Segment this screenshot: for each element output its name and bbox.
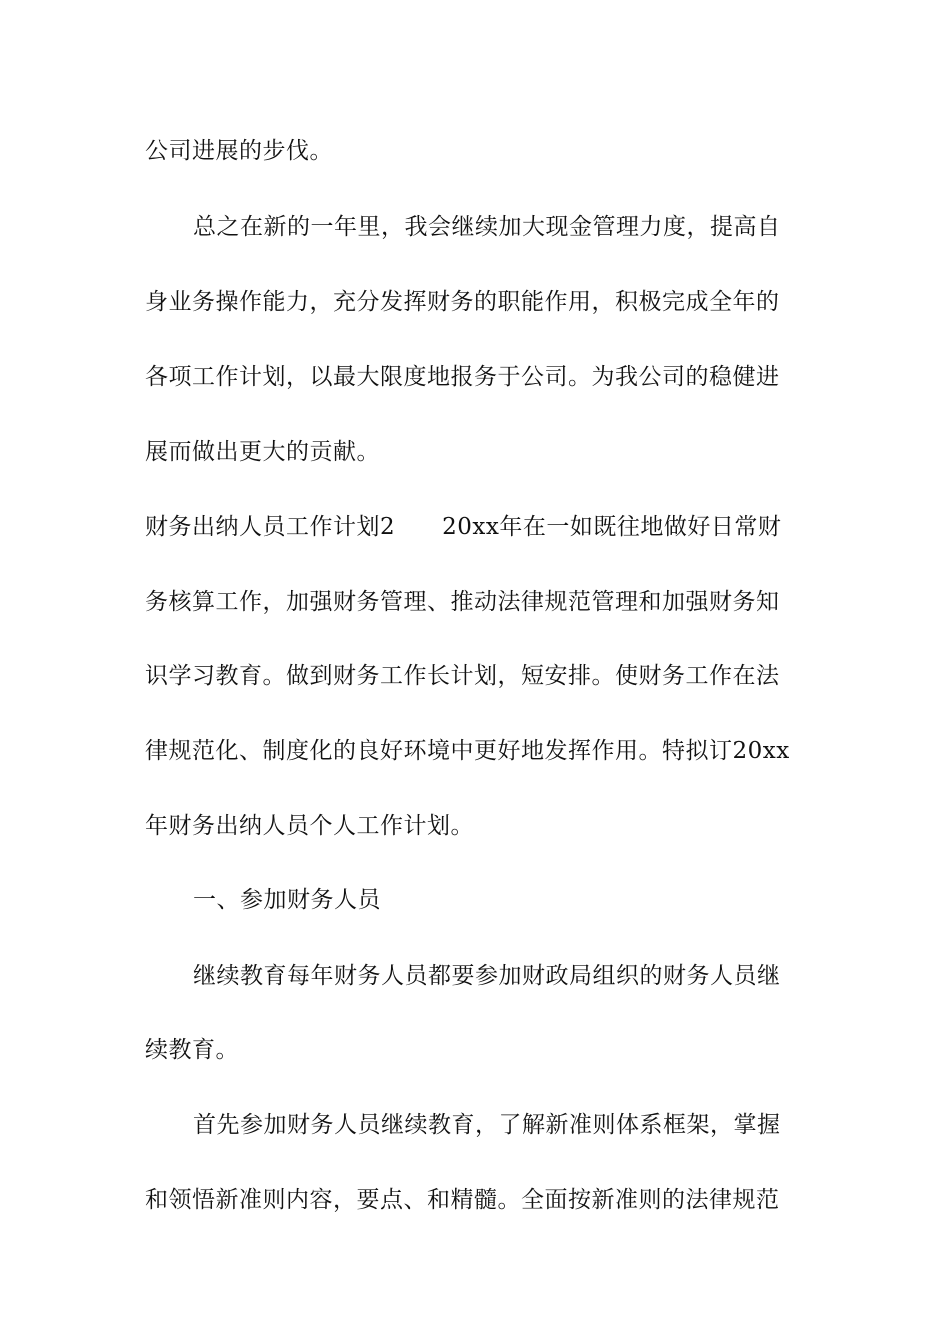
text-line: 识学习教育。做到财务工作长计划，短安排。使财务工作在法 (145, 663, 780, 689)
text-line: 展而做出更大的贡献。 (145, 439, 380, 465)
text-line: 续教育。 (145, 1037, 239, 1063)
text-line: 财务出纳人员工作计划2 20xx年在一如既往地做好日常财 (145, 514, 782, 540)
text-line: 继续教育每年财务人员都要参加财政局组织的财务人员继 (193, 963, 781, 989)
text-line: 总之在新的一年里，我会继续加大现金管理力度，提高自 (193, 214, 781, 240)
text-line: 身业务操作能力，充分发挥财务的职能作用，积极完成全年的 (145, 289, 780, 315)
text-line: 务核算工作，加强财务管理、推动法律规范管理和加强财务知 (145, 589, 780, 615)
text-line: 公司进展的步伐。 (145, 138, 333, 164)
text-line: 各项工作计划，以最大限度地报务于公司。为我公司的稳健进 (145, 364, 780, 390)
text-line: 和领悟新准则内容，要点、和精髓。全面按新准则的法律规范 (145, 1187, 780, 1213)
section-heading: 一、参加财务人员 (193, 887, 381, 913)
text-line: 年财务出纳人员个人工作计划。 (145, 813, 474, 839)
text-line: 首先参加财务人员继续教育，了解新准则体系框架，掌握 (193, 1112, 781, 1138)
text-line: 律规范化、制度化的良好环境中更好地发挥作用。特拟订20xx (145, 738, 790, 764)
